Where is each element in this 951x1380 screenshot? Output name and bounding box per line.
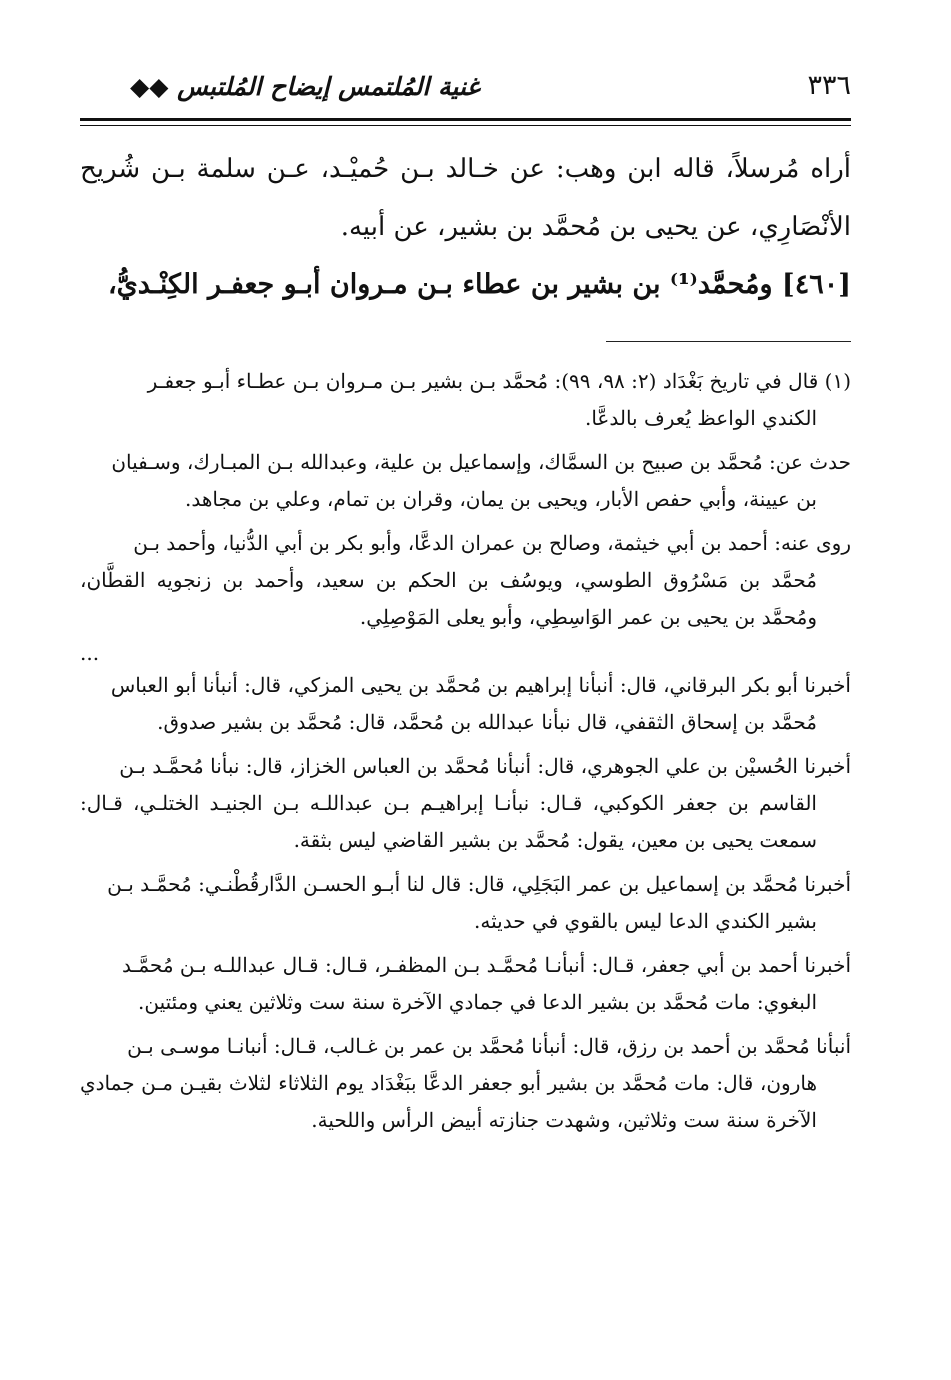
rawa-anhu-paragraph	[80, 525, 851, 636]
anbaana-paragraph	[80, 1028, 851, 1139]
running-title: غنية المُلتمس إيضاح المُلتبس ◆◆	[130, 72, 480, 101]
akhbarana-paragraph-1	[80, 667, 851, 741]
akhbarana-paragraph-3	[80, 866, 851, 940]
akhbarana-1-line: أخبرنا أبو بكر البرقاني، قال: أنبأنا إبراهيم بن مُحمَّد بن يحيى المزكي، قال: أنبأنا أبو العباس	[110, 673, 851, 697]
akhbarana-paragraph-2	[80, 748, 851, 859]
footnote-1-continuation: الكندي الواعظ يُعرف بالدعَّا.	[584, 406, 817, 430]
ellipsis: ...	[80, 641, 100, 665]
header-divider	[80, 118, 851, 126]
haddath-an-line: حدث عن: مُحمَّد بن صبيح بن السمَّاك، وإسماعيل بن علية، وعبدالله بـن المبـارك، وسـفيان	[111, 450, 851, 474]
akhbarana-2-line: أخبرنا الحُسيْن بن علي الجوهري، قال: أنبأنا مُحمَّد بن العباس الخزاز، قال: نبأنا مُحمَّـد بـن	[119, 754, 851, 778]
akhbarana-paragraph-4	[80, 947, 851, 1021]
main-paragraph: أراه مُرسلاً، قاله ابن وهب: عن خـالد بـن حُميْـد، عـن سلمة بـن شُريح الأنْصَارِي، عن يحيى بن مُحمَّد بن بشير، عن أبيه.	[80, 154, 851, 242]
entry-heading: [٤٦٠] ومُحمَّد⁽¹⁾ بن بشير بن عطاء بـن مـروان أبـو جعفـر الكِنْـديُّ،	[107, 269, 851, 300]
rawa-anhu-line: روى عنه: أحمد بن أبي خيثمة، وصالح بن عمران الدعَّا، وأبو بكر بن أبي الدُّنيا، وأحمد بـن	[133, 531, 851, 555]
akhbarana-4-continuation: البغوي: مات مُحمَّد بن بشير الدعا في جمادي الآخرة سنة ست وثلاثين يعني ومئتين.	[138, 990, 817, 1014]
haddath-an-continuation: بن عيينة، وأبي حفص الأبار، ويحيى بن يمان، وقران بن تمام، وعلي بن مجاهد.	[185, 487, 817, 511]
main-text	[80, 140, 851, 314]
anbaana-continuation: هارون، قال: مات مُحمَّد بن بشير أبو جعفر الدعَّا ببَغْدَاد يوم الثلاثاء لثلاث بقيـن مـن جمادي الآخرة سنة ست وثلاثين، وشهدت جنازته أبيض الرأس واللحية.	[80, 1071, 817, 1132]
footnotes	[80, 363, 851, 1146]
rawa-anhu-continuation: مُحمَّد بن مَسْرُوق الطوسي، ويوسُف بن الحكم بن سعيد، وأحمد بن زنجويه القطَّان، ومُحمَّد بن يحيى بن عمر الوَاسِطِي، وأبو يعلى المَوْصِلِي.	[80, 568, 817, 629]
haddath-an-paragraph	[80, 444, 851, 518]
page-header	[80, 66, 851, 116]
akhbarana-3-line: أخبرنا مُحمَّد بن إسماعيل بن عمر البَجَلِي، قال: قال لنا أبـو الحسـن الدَّارقُطْنـي: مُحمَّـد بـن	[107, 872, 851, 896]
anbaana-line: أنبأنا مُحمَّد بن أحمد بن رزق، قال: أنبأنا مُحمَّد بن عمر بن غـالب، قـال: أنبانـا موسـى بـن	[127, 1034, 851, 1058]
akhbarana-1-continuation: مُحمَّد بن إسحاق الثقفي، قال نبأنا عبدالله بن مُحمَّد، قال: مُحمَّد بن بشير صدوق.	[157, 710, 817, 734]
akhbarana-4-line: أخبرنا أحمد بن أبي جعفر، قـال: أنبأنـا مُحمَّـد بـن المظفـر، قـال: قـال عبداللـه بـن مُحمَّـد	[121, 953, 851, 977]
footnote-1-line: (١) قال في تاريخ بَغْدَاد (٢: ٩٨، ٩٩): مُحمَّد بـن بشير بـن مـروان بـن عطـاء أبـو جعفـر	[147, 369, 851, 393]
footnote-1	[80, 363, 851, 437]
page-number: ٣٣٦	[807, 70, 851, 101]
akhbarana-3-continuation: بشير الكندي الدعا ليس بالقوي في حديثه.	[474, 909, 817, 933]
footnote-divider	[606, 341, 851, 342]
akhbarana-2-continuation: القاسم بن جعفر الكوكبي، قـال: نبأنـا إبراهيـم بـن عبداللـه بـن الجنيـد الختلـي، قـال: سمعت يحيى بن معين، يقول: مُحمَّد بن بشير القاضي ليس بثقة.	[80, 791, 817, 852]
